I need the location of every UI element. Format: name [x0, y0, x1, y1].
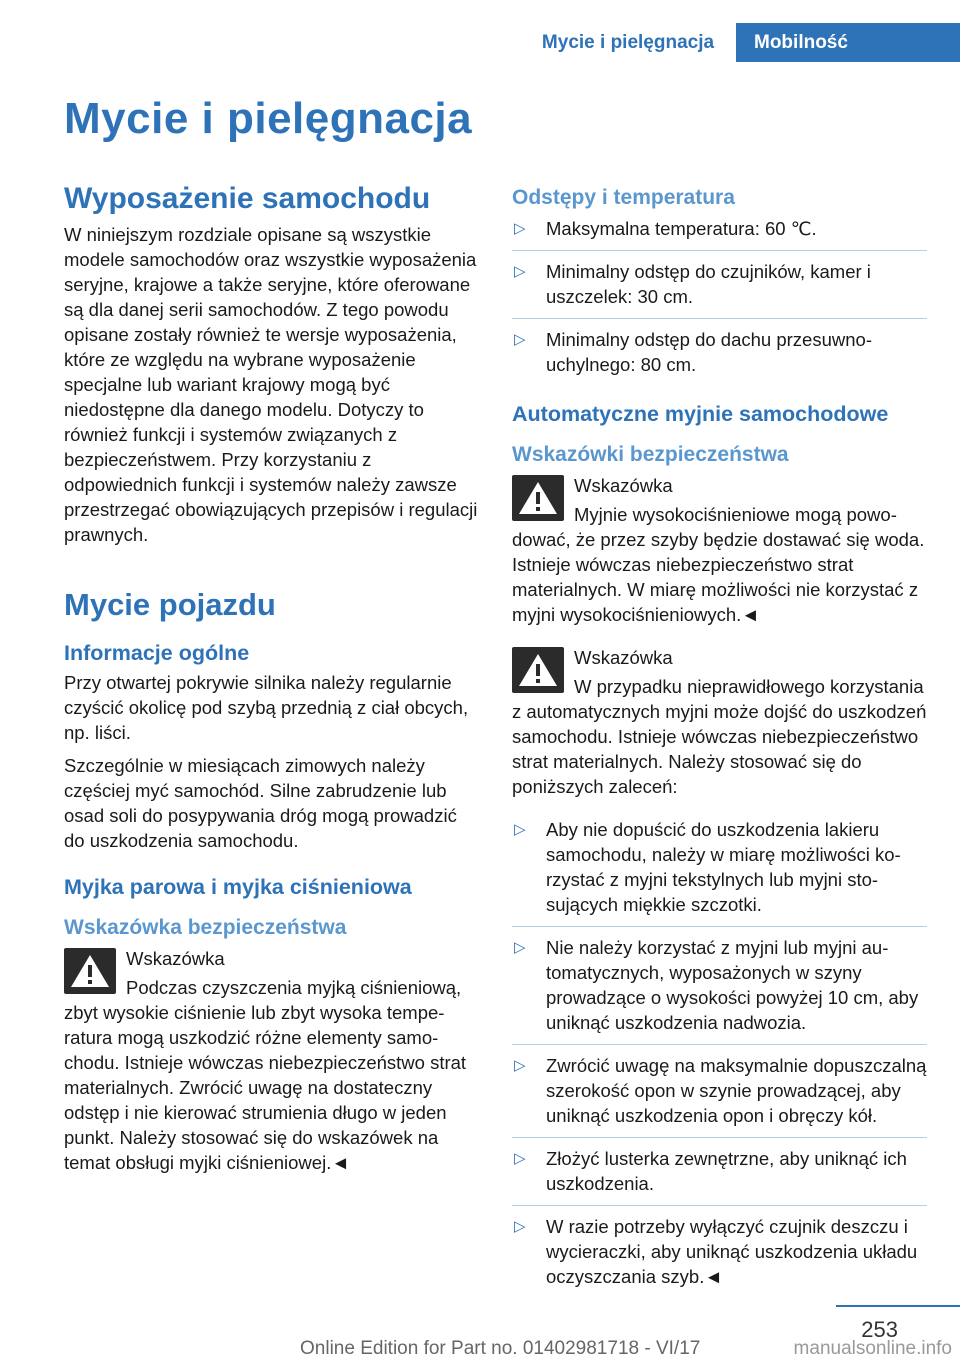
list-item: ▷ Aby nie dopuścić do uszkodzenia lakieru samochodu, należy w miarę możliwości korzystać z myjni tekstylnych lub myjni stosujących miękkie szczotki. [512, 817, 927, 927]
general-info-heading: Informacje ogólne [64, 641, 250, 665]
advice-list [512, 817, 927, 1298]
warning-icon [512, 475, 564, 521]
page-header [0, 0, 960, 62]
triangle-bullet-icon: ▷ [514, 821, 526, 838]
general-info-text-1: Przy otwartej pokrywie silnika należy regularnie czyścić okolicę pod szybą przednią z ciał obcych, np. liści. [64, 672, 469, 743]
list-item: ▷ Maksymalna temperatura: 60 ℃. [512, 216, 927, 251]
general-info-text-2: Szczególnie w miesiącach zimowych należy częściej myć samochód. Silne zabrudzenie lub osad soli do posypywania dróg mogą prowadzić do uszkodzenia samochodu. [64, 755, 457, 851]
warning-box [512, 645, 927, 799]
footer-divider [836, 1305, 960, 1307]
watermark: manualsonline.info [793, 1338, 952, 1359]
equipment-heading: Wyposażenie samochodu [64, 182, 431, 215]
page-title: Mycie i pielęgnacja [64, 94, 473, 143]
safety-note-heading: Wskazówka bezpieczeństwa [64, 916, 347, 939]
triangle-bullet-icon: ▷ [514, 939, 526, 956]
warning-box [64, 946, 479, 1175]
warning-text: W przypadku nieprawidłowego korzystania z automatycznych myjni może dojść do uszkodzeń samochodu. Istnieje wówczas niebezpieczeństwo strat materialnych. Należy stosować się do poniższych zaleceń: [512, 676, 927, 797]
steam-cleaner-heading: Myjka parowa i myjka ciśnieniowa [64, 875, 412, 899]
warning-label: Wskazówka [574, 475, 673, 496]
list-item: ▷ Minimalny odstęp do dachu przesuwno-uchylnego: 80 cm. [514, 329, 872, 375]
page-number: 253 [861, 1317, 898, 1342]
header-chapter-tab: Mobilność [736, 23, 960, 62]
edition-text: Online Edition for Part no. 01402981718 - VI/17 [300, 1338, 701, 1359]
distance-list [512, 216, 927, 386]
triangle-bullet-icon: ▷ [514, 1057, 526, 1074]
warning-label: Wskazówka [126, 948, 225, 969]
warning-text: Myjnie wysokociśnieniowe mogą powodować, że przez szyby będzie dostawać się woda. Istnieje wówczas niebezpieczeństwo strat materialnych. W miarę możliwości nie korzystać z myjni wysokociśnieniowych.◄ [512, 504, 925, 625]
auto-safety-heading: Wskazówki bezpieczeństwa [512, 443, 789, 466]
warning-icon [64, 948, 116, 994]
list-item: ▷ Złożyć lusterka zewnętrzne, aby uniknąć ich uszkodzenia. [512, 1146, 927, 1206]
equipment-text: W niniejszym rozdziale opisane są wszystkie modele samochodów oraz wszystkie wyposażenia seryjne, krajowe a także seryjne, które oferowane są dla danej serii samochodów. Z tego powodu opisane zostały również te wersje wyposażenia, które ze względu na wybrane wyposażenie specjalne lub wariant krajowy mogą być niedostępne dla danego modelu. Dotyczy to również funkcji i systemów związanych z bezpieczeństwem. Przy korzystaniu z odpowiednich funkcji i systemów należy zawsze przestrzegać obowiązujących przepisów i regulacji prawnych. [64, 224, 478, 545]
triangle-bullet-icon: ▷ [514, 263, 526, 280]
list-item: ▷ W razie potrzeby wyłączyć czujnik deszczu i wycieraczki, aby uniknąć uszkodzenia układu oczyszczania szyb.◄ [514, 1216, 918, 1287]
warning-text: Podczas czyszczenia myjką ciśnieniową, zbyt wysokie ciśnienie lub zbyt wysoka temperatura mogą uszkodzić różne elementy samochodu. Istnieje wówczas niebezpieczeństwo strat materialnych. Zwrócić uwagę na dostateczny odstęp i nie kierować strumienia długo w jeden punkt. Należy stosować się do wskazówek na temat obsługi myjki ciśnieniowej.◄ [64, 977, 467, 1173]
triangle-bullet-icon: ▷ [514, 1150, 526, 1167]
triangle-bullet-icon: ▷ [514, 220, 526, 237]
warning-icon [512, 647, 564, 693]
auto-wash-heading: Automatyczne myjnie samochodowe [512, 402, 889, 426]
left-column [64, 182, 479, 1193]
warning-label: Wskazówka [574, 647, 673, 668]
warning-box [512, 473, 927, 627]
list-item: ▷ Minimalny odstęp do czujników, kamer i uszczelek: 30 cm. [512, 259, 927, 319]
distance-heading: Odstępy i temperatura [512, 186, 735, 209]
list-item: ▷ Zwrócić uwagę na maksymalnie dopuszczalną szerokość opon w szynie prowadzącej, aby uniknąć uszkodzenia opon i obręczy kół. [512, 1053, 927, 1138]
triangle-bullet-icon: ▷ [514, 331, 526, 348]
washing-heading: Mycie pojazdu [64, 587, 276, 622]
header-section-title: Mycie i pielęgnacja [541, 32, 715, 53]
list-item: ▷ Nie należy korzystać z myjni lub myjni automatycznych, wyposażonych w szyny prowadzące o wysokości powyżej 10 cm, aby uniknąć uszkodzenia nadwozia. [512, 935, 927, 1045]
right-column [512, 182, 927, 1312]
triangle-bullet-icon: ▷ [514, 1218, 526, 1235]
